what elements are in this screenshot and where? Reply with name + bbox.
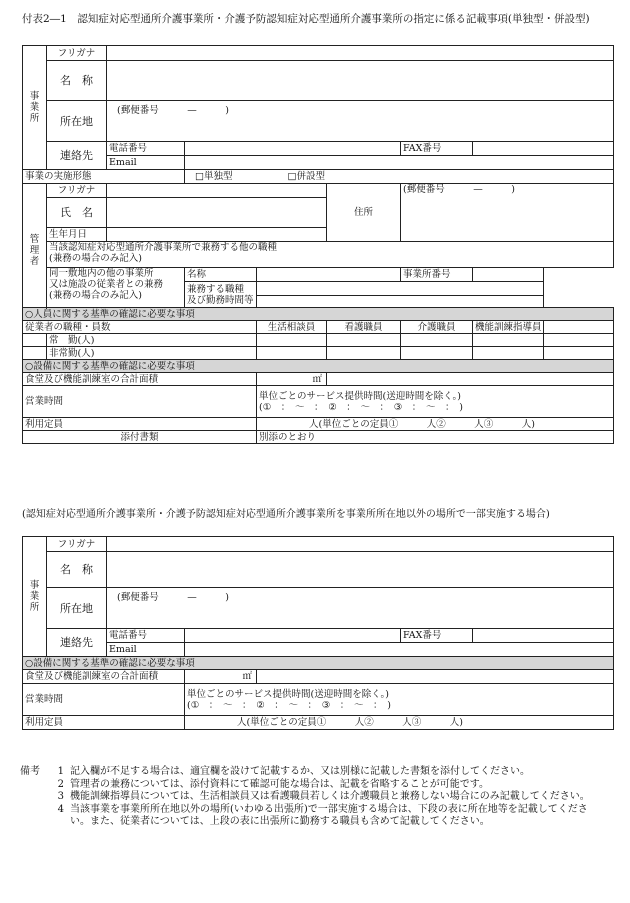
col-functional-trainer: 機能訓練指導員 [473, 321, 544, 334]
branch-service-time-field[interactable] [185, 684, 614, 716]
remark-4: 当該事業を事業所所在地以外の場所(いわゆる出張所)で一部実施する場合は、下段の表に所在地等を記載してください。また、従業者については、上段の表に出張所に勤務する職員も含めて記載してください。 [70, 803, 588, 827]
branch-tel-field[interactable] [185, 629, 401, 643]
staffing-section-header: ○人員に関する基準の確認に必要な事項 [23, 308, 614, 321]
fax-field[interactable] [473, 142, 614, 156]
concurrent-duty-internal-note: (兼務の場合のみ記入) [49, 253, 142, 264]
dining-area-label: 食堂及び機能訓練室の合計面積 [23, 373, 257, 386]
staff-type-count-label: 従業者の職種・員数 [23, 321, 257, 334]
email-field[interactable] [185, 156, 614, 170]
attachments-field: 別添のとおり [257, 431, 614, 444]
full-time-life-counselor[interactable] [257, 334, 327, 347]
branch-fax-field[interactable] [473, 629, 614, 643]
name-label: 名 称 [47, 61, 107, 101]
branch-facility-section-header: ○設備に関する基準の確認に必要な事項 [23, 657, 614, 670]
dining-area-field[interactable] [257, 373, 327, 386]
branch-service-time-label: 単位ごとのサービス提供時間(送迎時間を除く。) [187, 688, 389, 700]
full-time-trainer[interactable] [473, 334, 544, 347]
service-time-slots: (① ： ～ ： ② ： ～ ： ③ ： ～ ： ) [259, 401, 463, 413]
branch-sqm-unit: ㎡ [242, 671, 252, 682]
remarks-block: 備考 1 記入欄が不足する場合は、適宜欄を設けて記載するか、又は別様に記載した書類を添付してください。 2 管理者の兼務については、添付資料にて確認可能な場合は、記載を省略することが可能です。 3 機能訓練指導員については、生活相談員又は看護職員若しくは介護職員と兼務しない場合にのみ記載してください。 4 当該事業を事業所所在地以外の場所(いわゆる出張所)で一部実施する場合は、下段の表に所在地等を記載してください。また、従業者については、上段の表に出張所に勤務する職員も含めて記載してください。 [20, 766, 605, 829]
address-field[interactable] [107, 101, 614, 142]
part-time-label: 非常勤(人) [47, 347, 257, 360]
manager-furigana-label: フリガナ [47, 184, 107, 198]
branch-capacity-label: 利用定員 [23, 716, 185, 730]
branch-business-hours-label: 営業時間 [23, 684, 185, 716]
manager-name-label: 氏 名 [47, 198, 107, 228]
full-time-nurse[interactable] [327, 334, 401, 347]
branch-service-time-slots: (① ： ～ ： ② ： ～ ： ③ ： ～ ： ) [187, 699, 391, 711]
sqm-unit: ㎡ [312, 373, 322, 385]
main-form-table [22, 45, 614, 444]
concurrent-job-label: 兼務する職種 及び勤務時間等 [185, 282, 257, 308]
facility-number-label: 事業所番号 [401, 268, 473, 282]
branch-form-table [22, 536, 614, 730]
col-life-counselor: 生活相談員 [257, 321, 327, 334]
other-facility-name-label: 名称 [185, 268, 257, 282]
branch-address-label: 所在地 [47, 588, 107, 629]
branch-jigyosho-vertical-label: 事 業 所 [23, 537, 47, 657]
branch-dining-area-label: 食堂及び機能訓練室の合計面積 [23, 670, 185, 684]
business-hours-label: 営業時間 [23, 386, 257, 418]
facility-section-header: ○設備に関する基準の確認に必要な事項 [23, 360, 614, 373]
branch-address-field[interactable] [107, 588, 614, 629]
service-time-field[interactable] [257, 386, 614, 418]
attachments-label: 添付書類 [23, 431, 257, 444]
tel-label: 電話番号 [107, 142, 185, 156]
part-time-life-counselor[interactable] [257, 347, 327, 360]
remark-2: 管理者の兼務については、添付資料にて確認可能な場合は、記載を省略することが可能です。 [70, 778, 489, 790]
form-title: 付表2―1 認知症対応型通所介護事業所・介護予防認知症対応型通所介護事業所の指定に係る記載事項(単独型・併設型) [22, 13, 590, 25]
full-time-label: 常 勤(人) [47, 334, 257, 347]
capacity-field[interactable]: 人(単位ごとの定員① 人② 人③ 人) [257, 418, 614, 431]
concurrent-duty-external-label: 同一敷地内の他の事業所 又は施設の従業者との兼務 (兼務の場合のみ記入) [47, 268, 185, 308]
remark-1: 記入欄が不足する場合は、適宜欄を設けて記載するか、又は別様に記載した書類を添付してください。 [70, 766, 530, 777]
manager-address-label: 住所 [327, 184, 401, 242]
jigyosho-vertical-label: 事 業 所 [23, 46, 47, 170]
branch-email-field[interactable] [185, 643, 614, 657]
manager-name-field[interactable] [107, 198, 327, 228]
branch-furigana-label: フリガナ [47, 537, 107, 552]
branch-email-label: Email [107, 643, 185, 657]
part-time-nurse[interactable] [327, 347, 401, 360]
standalone-checkbox[interactable]: □単独型 [195, 171, 233, 182]
concurrent-duty-internal-label: 当該認知症対応型通所介護事業所で兼務する他の職種 [49, 242, 278, 253]
fax-label: FAX番号 [401, 142, 473, 156]
col-care-worker: 介護職員 [401, 321, 473, 334]
col-nurse: 看護職員 [327, 321, 401, 334]
manager-postal-label: (郵便番号 — ) [403, 184, 515, 195]
branch-fax-label: FAX番号 [401, 629, 473, 643]
name-field[interactable] [107, 61, 614, 101]
furigana-label: フリガナ [47, 46, 107, 61]
remark-3: 機能訓練指導員については、生活相談員又は看護職員若しくは介護職員と兼務しない場合にのみ記載してください。 [70, 791, 590, 802]
manager-address-field[interactable] [401, 184, 614, 242]
concurrent-job-field[interactable] [257, 282, 544, 296]
branch-name-field[interactable] [107, 552, 614, 588]
service-time-label: 単位ごとのサービス提供時間(送迎時間を除く。) [259, 390, 461, 402]
part-time-trainer[interactable] [473, 347, 544, 360]
facility-number-field[interactable] [473, 268, 544, 282]
full-time-care-worker[interactable] [401, 334, 473, 347]
manager-birthdate-field[interactable] [107, 228, 327, 242]
attached-checkbox[interactable]: □併設型 [287, 171, 325, 182]
address-label: 所在地 [47, 101, 107, 142]
branch-postal-code-label: (郵便番号 — ) [117, 592, 229, 603]
manager-furigana-field[interactable] [107, 184, 327, 198]
branch-furigana-field[interactable] [107, 537, 614, 552]
implementation-type-label: 事業の実施形態 [23, 170, 185, 184]
postal-code-label: (郵便番号 — ) [117, 105, 229, 116]
branch-dining-area-field[interactable] [185, 670, 257, 684]
email-label: Email [107, 156, 185, 170]
part-time-care-worker[interactable] [401, 347, 473, 360]
remarks-label: 備考 [20, 766, 40, 777]
contact-label: 連絡先 [47, 142, 107, 170]
capacity-label: 利用定員 [23, 418, 257, 431]
other-facility-name-field[interactable] [257, 268, 401, 282]
manager-birthdate-label: 生年月日 [47, 228, 107, 242]
work-hours-field[interactable] [257, 296, 544, 308]
manager-vertical-label: 管 理 者 [23, 184, 47, 308]
tel-field[interactable] [185, 142, 401, 156]
concurrent-duty-internal[interactable] [47, 242, 614, 268]
branch-tel-label: 電話番号 [107, 629, 185, 643]
branch-contact-label: 連絡先 [47, 629, 107, 657]
branch-capacity-field[interactable]: 人(単位ごとの定員① 人② 人③ 人) [185, 716, 614, 730]
branch-section-title: (認知症対応型通所介護事業所・介護予防認知症対応型通所介護事業所を事業所所在地以外の場所で一部実施する場合) [22, 509, 550, 520]
branch-name-label: 名 称 [47, 552, 107, 588]
furigana-field[interactable] [107, 46, 614, 61]
